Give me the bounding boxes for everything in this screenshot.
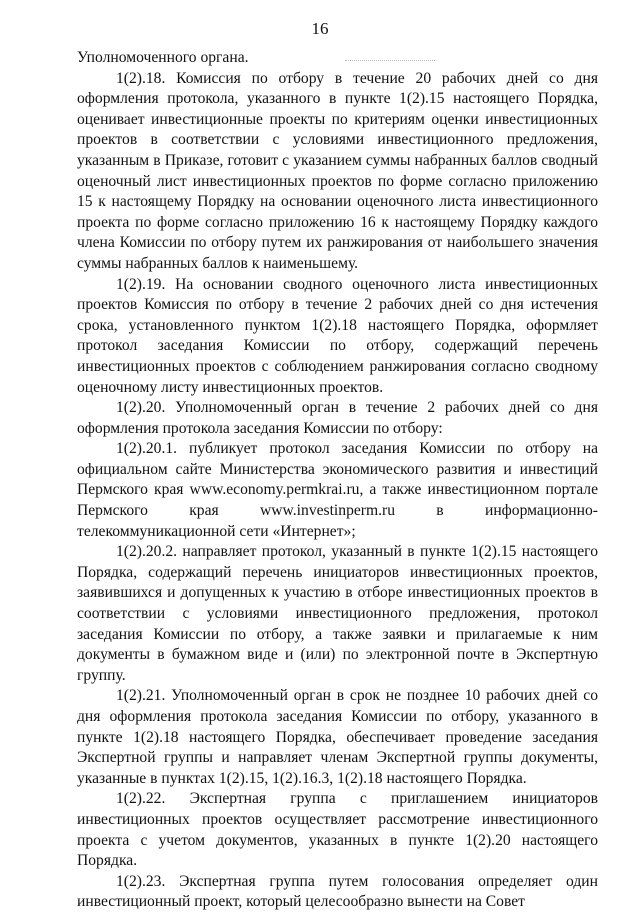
page-number: 16 [311, 19, 329, 38]
paragraph-1-2-22: 1(2).22. Экспертная группа с приглашением инициаторов инвестиционных проектов осуществляет рассмотрение инвестиционного проекта с учетом документов, указанных в пункте 1(2).20 настоящего Порядка. [77, 790, 598, 870]
paragraph-continuation: Уполномоченного органа. [77, 49, 249, 66]
paragraph-1-2-19: 1(2).19. На основании сводного оценочного листа инвестиционных проектов Комиссия по отбору в течение 2 рабочих дней со дня истечения срока, установленного пунктом 1(2).18 настоящего Порядка, оформляет протокол заседания Комиссии по отбору, содержащий перечень инвестиционных проектов с соблюдением ранжирования согласно сводному оценочному листу инвестиционных проектов. [77, 275, 598, 396]
document-body [77, 48, 598, 913]
paragraph-1-2-20-1: 1(2).20.1. публикует протокол заседания Комиссии по отбору на официальном сайте Министерства экономического развития и инвестиций Пермского края www.economy.permkrai.ru, а также инвестиционном портале Пермского края www.investinperm.ru в информационно-телекоммуникационной сети «Интернет»; [77, 440, 598, 540]
paragraph-1-2-21: 1(2).21. Уполномоченный орган в срок не позднее 10 рабочих дней со дня оформления протокола заседания Комиссии по отбору, указанного в пункте 1(2).18 настоящего Порядка, обеспечивает проведение заседания Экспертной группы и направляет членам Экспертной группы документы, указанные в пунктах 1(2).15, 1(2).16.3, 1(2).18 настоящего Порядка. [77, 687, 598, 787]
paragraph-1-2-18: 1(2).18. Комиссия по отбору в течение 20 рабочих дней со дня оформления протокола, указанного в пункте 1(2).15 настоящего Порядка, оценивает инвестиционные проекты по критериям оценки инвестиционных проектов в соответствии с условиями инвестиционного предложения, указанным в Приказе, готовит с указанием суммы набранных баллов сводный оценочный лист инвестиционных проектов по форме согласно приложению 15 к настоящему Порядку на основании оценочного листа инвестиционного проекта по форме согласно приложению 16 к настоящему Порядку каждого члена Комиссии по отбору путем их ранжирования от наибольшего значения суммы набранных баллов к наименьшему. [77, 69, 598, 272]
paragraph-1-2-23: 1(2).23. Экспертная группа путем голосования определяет один инвестиционный проект, который целесообразно вынести на Совет [77, 872, 598, 911]
paragraph-1-2-20-2: 1(2).20.2. направляет протокол, указанный в пункте 1(2).15 настоящего Порядка, содержащий перечень инициаторов инвестиционных проектов, заявившихся и допущенных к участию в отборе инвестиционных проектов в соответствии с условиями инвестиционного предложения, протокол заседания Комиссии по отбору, а также заявки и прилагаемые к ним документы в бумажном виде и (или) по электронной почте в Экспертную группу. [77, 543, 598, 684]
paragraph-1-2-20: 1(2).20. Уполномоченный орган в течение 2 рабочих дней со дня оформления протокола заседания Комиссии по отбору: [77, 399, 598, 437]
